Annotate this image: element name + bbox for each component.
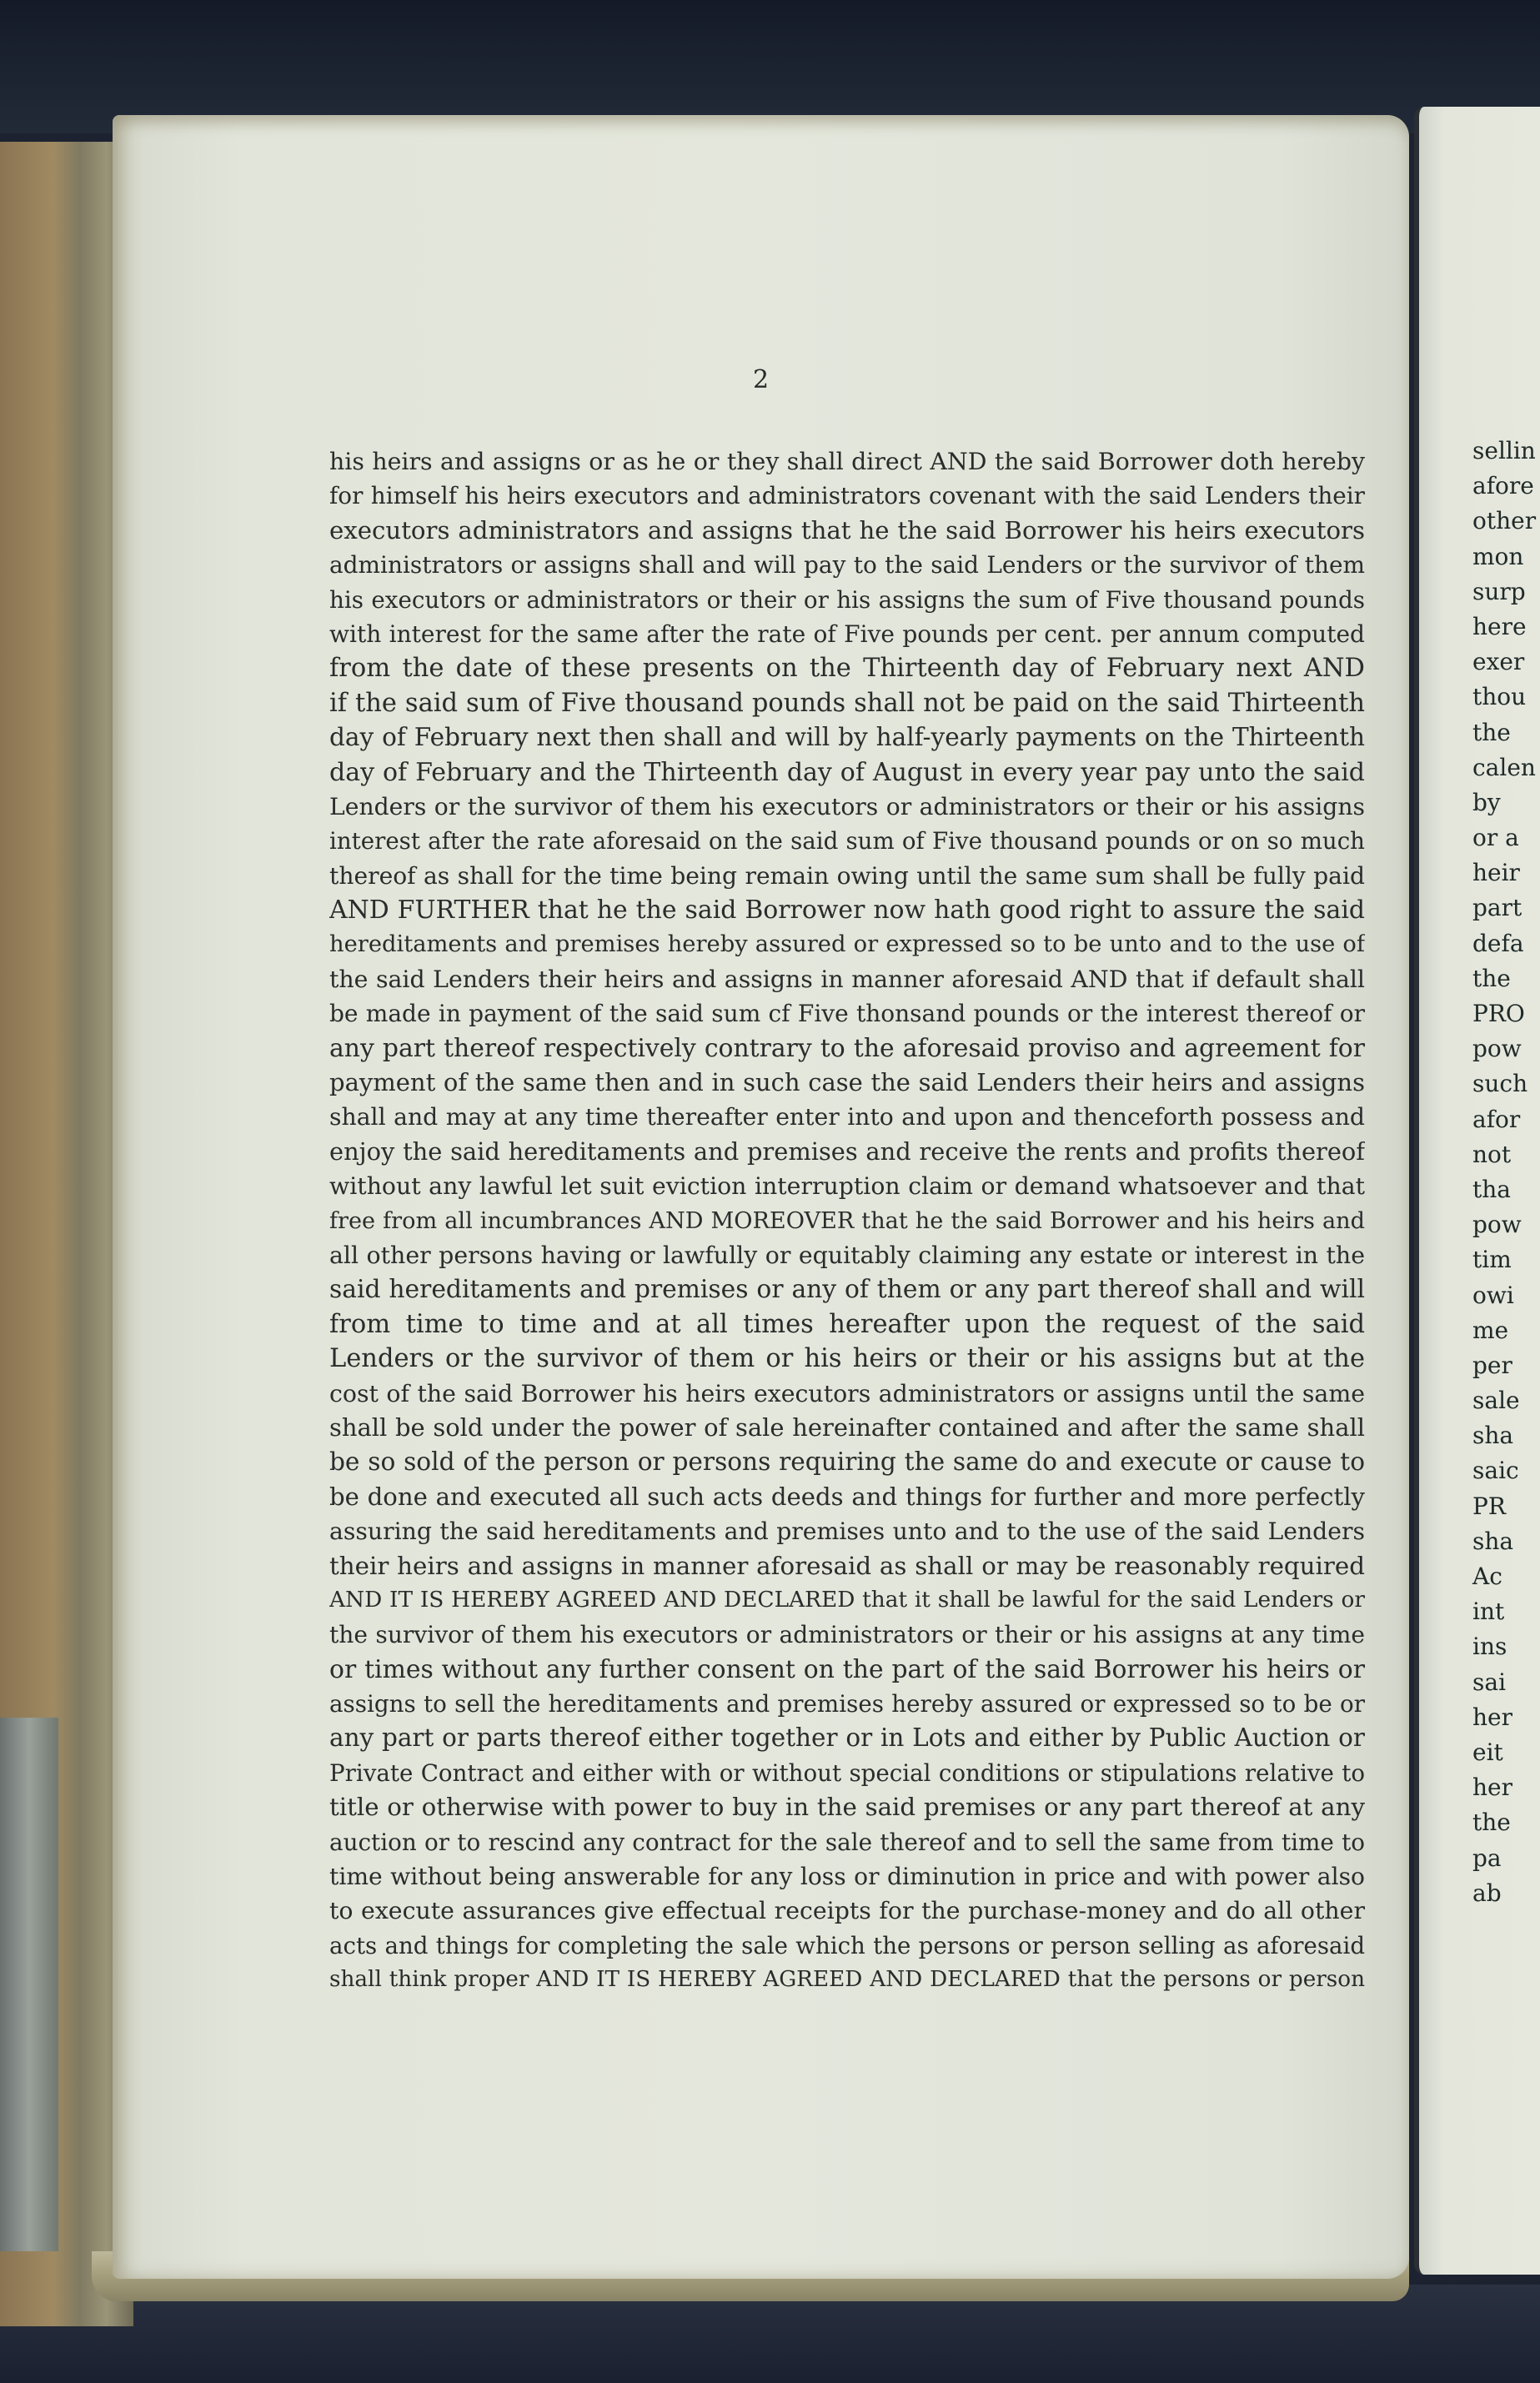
text-line: from time to time and at all times hereafter upon the request of the said	[329, 1309, 1365, 1339]
adjacent-text-line: the	[1472, 718, 1511, 746]
adjacent-text-line: PRO	[1472, 1000, 1525, 1027]
adjacent-text-line: sai	[1472, 1668, 1507, 1696]
text-line: their heirs and assigns in manner aforesaid as shall or may be reasonably required	[329, 1551, 1365, 1580]
adjacent-text-line: the	[1472, 1809, 1511, 1837]
adjacent-text-line: Ac	[1472, 1563, 1502, 1590]
adjacent-text-line: me	[1472, 1316, 1509, 1344]
text-line: for himself his heirs executors and administrators covenant with the said Lenders their	[329, 482, 1365, 510]
adjacent-text-line: or a	[1472, 824, 1519, 852]
text-line: time without being answerable for any loss or diminution in price and with power also	[329, 1863, 1365, 1891]
text-line: be so sold of the person or persons requiring the same do and execute or cause to	[329, 1447, 1365, 1477]
text-line: be made in payment of the said sum cf Five thonsand pounds or the interest thereof or	[329, 1000, 1365, 1028]
adjacent-text-line: owi	[1472, 1281, 1514, 1309]
adjacent-text-line: heir	[1472, 859, 1520, 887]
text-line: Lenders or the survivor of them his executors or administrators or their or his assigns	[329, 792, 1365, 820]
adjacent-text-line: per	[1472, 1351, 1512, 1379]
adjacent-text-line: her	[1472, 1703, 1512, 1731]
adjacent-text-line: pa	[1472, 1844, 1502, 1872]
adjacent-text-line: sale	[1472, 1387, 1520, 1415]
text-line: day of February and the Thirteenth day of August in every year pay unto the said	[329, 757, 1365, 787]
text-line: from the date of these presents on the Thirteenth day of February next AND	[329, 654, 1365, 684]
text-line: shall and may at any time thereafter enter into and upon and thenceforth possess and	[329, 1103, 1365, 1131]
text-line: any part thereof respectively contrary to the aforesaid proviso and agreement for	[329, 1033, 1365, 1063]
adjacent-text-line: part	[1472, 894, 1522, 922]
adjacent-text-line: int	[1472, 1598, 1505, 1626]
text-line: cost of the said Borrower his heirs executors administrators or assigns until the same	[329, 1379, 1365, 1407]
text-line: administrators or assigns shall and will pay to the said Lenders or the survivor of them	[329, 551, 1365, 579]
text-line: shall think proper AND IT IS HEREBY AGREED AND DECLARED that the persons or person	[329, 1967, 1365, 1993]
text-line: title or otherwise with power to buy in the said premises or any part thereof at any	[329, 1793, 1365, 1822]
adjacent-text-line: the	[1472, 964, 1511, 992]
text-line: any part or parts thereof either together or in Lots and either by Public Auction or	[329, 1723, 1365, 1753]
body-text	[329, 444, 1365, 1998]
text-line: assuring the said hereditaments and premises unto and to the use of the said Lenders	[329, 1518, 1365, 1546]
text-line: his heirs and assigns or as he or they shall direct AND the said Borrower doth hereby	[329, 448, 1365, 475]
adjacent-text-line: thou	[1472, 683, 1527, 711]
text-line: Private Contract and either with or without special conditions or stipulations relative to	[329, 1758, 1365, 1787]
text-line: to execute assurances give effectual receipts for the purchase-money and do all other	[329, 1897, 1365, 1925]
page-stack-band	[0, 1718, 58, 2251]
text-line: the said Lenders their heirs and assigns in manner aforesaid AND that if default shall	[329, 965, 1365, 993]
text-line: be done and executed all such acts deeds and things for further and more perfectly	[329, 1482, 1365, 1511]
text-line: or times without any further consent on the part of the said Borrower his heirs or	[329, 1654, 1365, 1684]
text-line: day of February next then shall and will by half-yearly payments on the Thirteenth	[329, 723, 1365, 752]
text-line: if the said sum of Five thousand pounds shall not be paid on the said Thirteenth	[329, 688, 1365, 718]
text-line: AND IT IS HEREBY AGREED AND DECLARED that it shall be lawful for the said Lenders or	[329, 1587, 1365, 1613]
page-number: 2	[752, 365, 770, 394]
adjacent-text-line: tha	[1472, 1175, 1511, 1203]
adjacent-text-line: defa	[1472, 929, 1524, 957]
text-line: all other persons having or lawfully or equitably claiming any estate or interest in the	[329, 1241, 1365, 1269]
adjacent-text-line: saic	[1472, 1457, 1519, 1485]
book-cover-top	[0, 0, 1540, 133]
adjacent-text-line: sha	[1472, 1422, 1514, 1450]
adjacent-text-line: such	[1472, 1070, 1528, 1098]
text-line: said hereditaments and premises or any of them or any part thereof shall and will	[329, 1275, 1365, 1305]
text-line: thereof as shall for the time being remain owing until the same sum shall be fully paid	[329, 861, 1365, 890]
adjacent-text-line: pow	[1472, 1211, 1522, 1239]
adjacent-text-line: mon	[1472, 542, 1524, 570]
text-line: acts and things for completing the sale which the persons or person selling as aforesaid	[329, 1931, 1365, 1959]
adjacent-text-line: calen	[1472, 753, 1536, 781]
adjacent-text-line: sha	[1472, 1527, 1514, 1555]
text-line: the survivor of them his executors or administrators or their or his assigns at any time	[329, 1621, 1365, 1649]
text-line: enjoy the said hereditaments and premises and receive the rents and profits thereof	[329, 1136, 1365, 1166]
adjacent-text-line: here	[1472, 612, 1527, 640]
text-line: auction or to rescind any contract for the sale thereof and to sell the same from time to	[329, 1828, 1365, 1856]
text-line: Lenders or the survivor of them or his heirs or their or his assigns but at the	[329, 1344, 1365, 1374]
adjacent-text-line: not	[1472, 1140, 1512, 1168]
text-line: free from all incumbrances AND MOREOVER that he the said Borrower and his heirs and	[329, 1207, 1365, 1234]
text-line: interest after the rate aforesaid on the said sum of Five thousand pounds or on so much	[329, 827, 1365, 855]
text-line: executors administrators and assigns that he the said Borrower his heirs executors	[329, 515, 1365, 544]
text-line: shall be sold under the power of sale hereinafter contained and after the same shall	[329, 1412, 1365, 1442]
document-page	[113, 115, 1409, 2279]
adjacent-page	[1414, 107, 1540, 2275]
adjacent-text-line: afore	[1472, 472, 1534, 500]
adjacent-text-line: exer	[1472, 648, 1525, 676]
adjacent-text-line: tim	[1472, 1246, 1512, 1274]
adjacent-text-line: ins	[1472, 1633, 1507, 1661]
adjacent-text-line: ab	[1472, 1879, 1502, 1907]
text-line: without any lawful let suit eviction interruption claim or demand whatsoever and that	[329, 1172, 1365, 1201]
adjacent-text-line: PR	[1472, 1492, 1506, 1520]
adjacent-text-line: her	[1472, 1773, 1512, 1802]
adjacent-page-text	[1472, 434, 1540, 1911]
text-line: assigns to sell the hereditaments and premises hereby assured or expressed so to be or	[329, 1690, 1365, 1718]
adjacent-text-line: by	[1472, 788, 1501, 816]
text-line: his executors or administrators or their or his assigns the sum of Five thousand pounds	[329, 585, 1365, 614]
text-line: payment of the same then and in such case the said Lenders their heirs and assigns	[329, 1068, 1365, 1097]
adjacent-text-line: sellin	[1472, 437, 1536, 464]
adjacent-text-line: other	[1472, 507, 1537, 535]
adjacent-text-line: afor	[1472, 1105, 1521, 1133]
adjacent-text-line: surp	[1472, 577, 1526, 605]
text-line: hereditaments and premises hereby assured or expressed so to be unto and to the use of	[329, 931, 1365, 958]
adjacent-text-line: pow	[1472, 1035, 1522, 1063]
text-line: with interest for the same after the rate of Five pounds per cent. per annum computed	[329, 620, 1365, 648]
text-line: AND FURTHER that he the said Borrower now hath good right to assure the said	[329, 896, 1365, 926]
adjacent-text-line: eit	[1472, 1738, 1503, 1766]
